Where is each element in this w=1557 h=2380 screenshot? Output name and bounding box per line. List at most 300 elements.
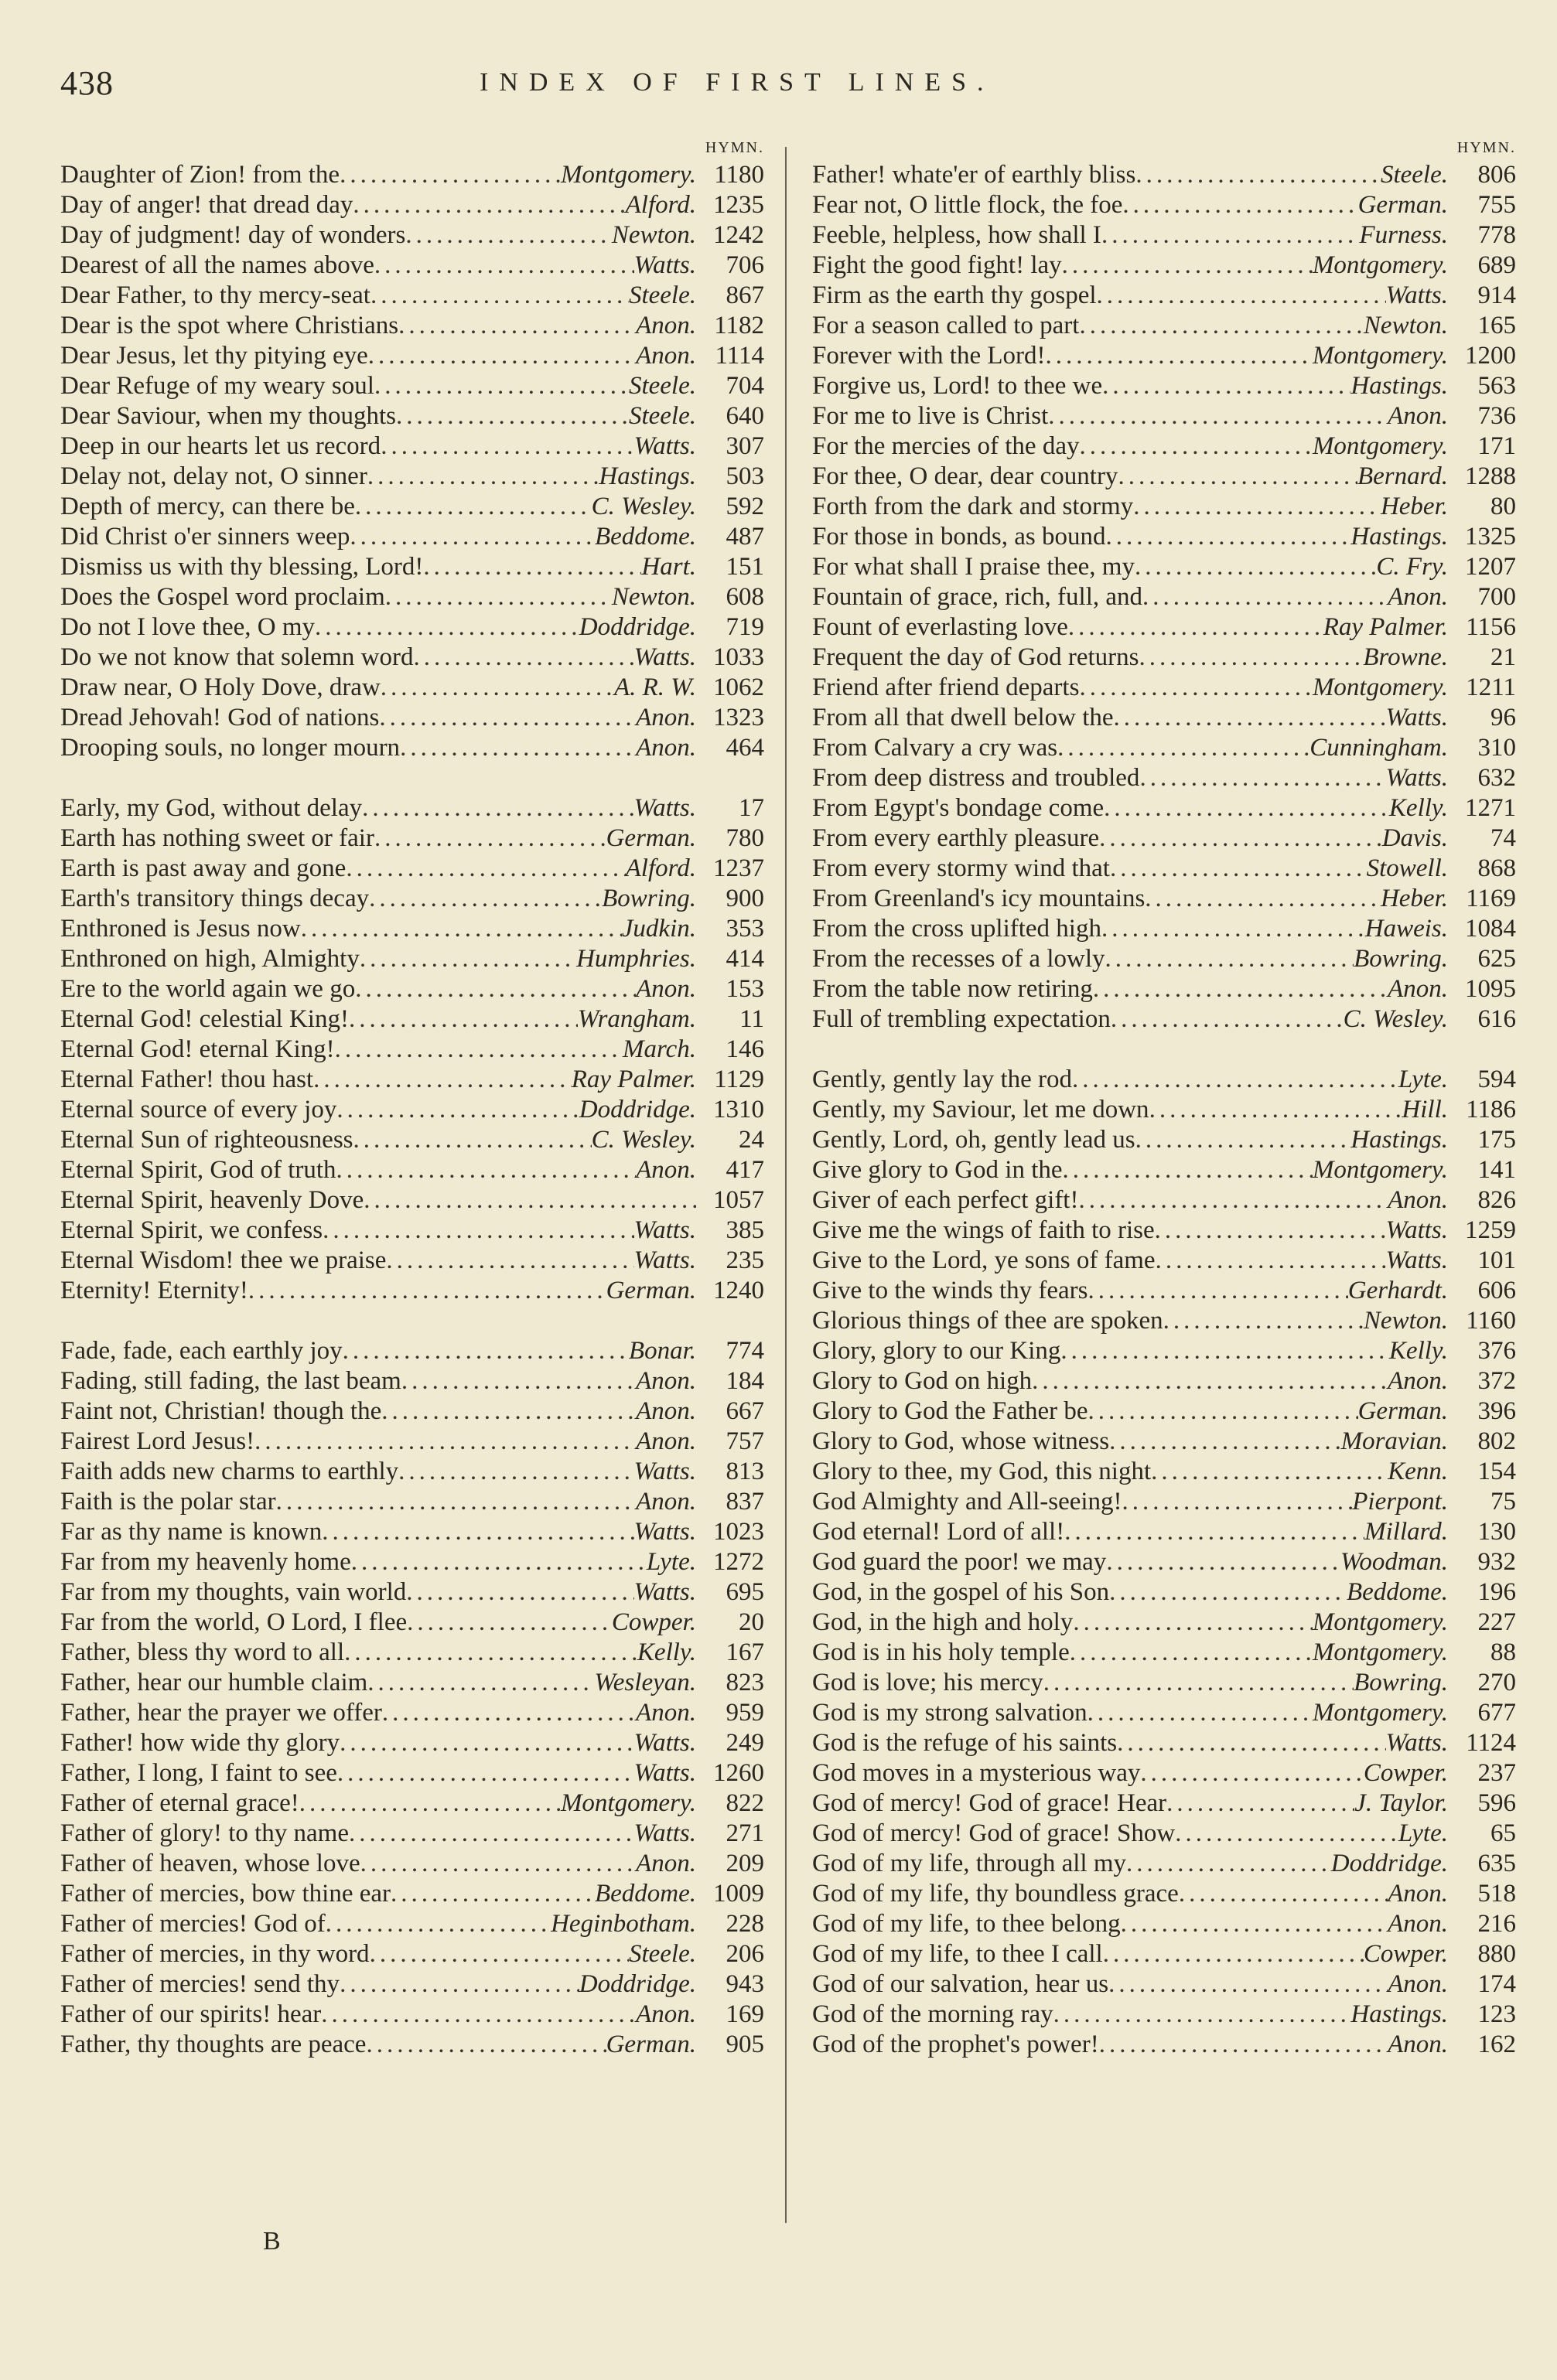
index-entry xyxy=(812,462,1516,492)
dot-leader xyxy=(367,462,599,492)
first-line-text: God Almighty and All-seeing! xyxy=(812,1488,1122,1516)
dot-leader xyxy=(367,1668,594,1698)
hymn-number: 88 xyxy=(1490,1638,1516,1666)
first-line-text: Enthroned on high, Almighty xyxy=(60,945,360,973)
index-entry xyxy=(60,733,764,763)
hymn-number: 700 xyxy=(1477,583,1516,611)
dot-leader xyxy=(344,1638,637,1668)
dot-leader xyxy=(1142,582,1388,612)
first-line-text: For what shall I praise thee, my xyxy=(812,553,1135,581)
left-entries xyxy=(60,160,764,2060)
index-entry xyxy=(60,1788,764,1819)
author-name: Doddridge. xyxy=(1330,1850,1448,1877)
author-name: Newton. xyxy=(611,221,696,249)
first-line-text: Give to the Lord, ye sons of fame xyxy=(812,1246,1156,1274)
first-line-text: Gently, Lord, oh, gently lead us xyxy=(812,1126,1135,1154)
index-entry xyxy=(812,1788,1516,1819)
index-entry xyxy=(812,1336,1516,1366)
author-name: Watts. xyxy=(1385,764,1448,792)
index-entry xyxy=(812,251,1516,281)
first-line-text: Glory to God the Father be xyxy=(812,1397,1088,1425)
first-line-text: Eternal Spirit, God of truth xyxy=(60,1156,336,1184)
first-line-text: Full of trembling expectation xyxy=(812,1005,1111,1033)
author-name: Newton. xyxy=(1363,312,1448,339)
index-entry xyxy=(812,673,1516,703)
index-entry xyxy=(60,1728,764,1758)
first-line-text: From every earthly pleasure xyxy=(812,824,1100,852)
first-line-text: Forth from the dark and stormy xyxy=(812,493,1134,520)
hymn-number: 774 xyxy=(726,1337,764,1365)
author-name: Newton. xyxy=(1363,1307,1448,1335)
author-name: Watts. xyxy=(633,1216,696,1244)
author-name: A. R. W. xyxy=(613,673,696,701)
index-entry xyxy=(60,431,764,462)
author-name: Doddridge. xyxy=(579,1096,696,1124)
index-entry xyxy=(812,1095,1516,1125)
index-entry xyxy=(60,1638,764,1668)
first-line-text: Far as thy name is known xyxy=(60,1518,323,1546)
author-name: Lyte. xyxy=(646,1548,696,1576)
dot-leader xyxy=(396,401,629,431)
hymn-number: 1288 xyxy=(1465,462,1516,490)
hymn-number: 719 xyxy=(726,613,764,641)
first-line-text: Frequent the day of God returns xyxy=(812,643,1139,671)
dot-leader xyxy=(1126,1849,1331,1879)
dot-leader xyxy=(1046,341,1313,371)
index-entry xyxy=(60,854,764,884)
hymn-number: 813 xyxy=(726,1458,764,1485)
first-line-text: Does the Gospel word proclaim xyxy=(60,583,385,611)
dot-leader xyxy=(337,1758,634,1788)
index-entry xyxy=(60,1517,764,1547)
hymn-number: 1169 xyxy=(1466,885,1516,912)
author-name: Hastings. xyxy=(1350,523,1448,551)
author-name: Montgomery. xyxy=(560,161,696,189)
first-line-text: Eternal Spirit, heavenly Dove xyxy=(60,1186,364,1214)
dot-leader xyxy=(366,2030,606,2060)
dot-leader xyxy=(1099,823,1382,854)
index-entry xyxy=(812,1939,1516,1969)
index-entry xyxy=(812,884,1516,914)
author-name: C. Wesley. xyxy=(591,493,696,520)
index-entry xyxy=(60,2000,764,2030)
dot-leader xyxy=(1175,1819,1398,1849)
author-name: Cowper. xyxy=(1363,1940,1448,1968)
author-name: Bowring. xyxy=(1354,1669,1448,1696)
hymn-number: 1084 xyxy=(1465,915,1516,943)
author-name: Watts. xyxy=(1385,281,1448,309)
first-line-text: God of mercy! God of grace! Hear xyxy=(812,1789,1167,1817)
hymn-number: 503 xyxy=(726,462,764,490)
hymn-number: 905 xyxy=(726,2031,764,2058)
dot-leader xyxy=(374,251,634,281)
author-name: Hill. xyxy=(1402,1096,1448,1124)
hymn-number: 270 xyxy=(1477,1669,1516,1696)
first-line-text: Delay not, delay not, O sinner xyxy=(60,462,367,490)
first-line-text: Father, thy thoughts are peace xyxy=(60,2031,367,2058)
hymn-number: 1095 xyxy=(1465,975,1516,1003)
author-name: Steele. xyxy=(628,372,696,400)
hymn-number: 237 xyxy=(1477,1759,1516,1787)
author-name: Anon. xyxy=(1388,1367,1448,1395)
dot-leader xyxy=(1032,1366,1388,1396)
first-line-text: Fight the good fight! lay xyxy=(812,251,1062,279)
hymn-number: 1200 xyxy=(1465,342,1516,370)
hymn-number: 900 xyxy=(726,885,764,912)
dot-leader xyxy=(340,160,561,190)
dot-leader xyxy=(413,643,633,673)
first-line-text: Father of eternal grace! xyxy=(60,1789,299,1817)
index-entry xyxy=(812,582,1516,612)
dot-leader xyxy=(400,733,636,763)
index-entry xyxy=(812,1547,1516,1577)
first-line-text: Glory to God on high xyxy=(812,1367,1033,1395)
hymn-number: 24 xyxy=(739,1126,764,1154)
hymn-number: 736 xyxy=(1477,402,1516,430)
dot-leader xyxy=(351,1547,647,1577)
index-entry xyxy=(60,1909,764,1939)
dot-leader xyxy=(340,1969,579,2000)
first-line-text: Eternal source of every joy xyxy=(60,1096,337,1124)
author-name: Watts. xyxy=(1385,1729,1448,1757)
first-line-text: Do we not know that solemn word xyxy=(60,643,414,671)
author-name: Wesleyan. xyxy=(594,1669,696,1696)
author-name: Cowper. xyxy=(1363,1759,1448,1787)
hymn-number: 1323 xyxy=(713,704,764,731)
first-line-text: Father of heaven, whose love xyxy=(60,1850,360,1877)
first-line-text: Fading, still fading, the last beam xyxy=(60,1367,401,1395)
dot-leader xyxy=(1151,1457,1388,1487)
dot-leader xyxy=(423,552,641,582)
dot-leader xyxy=(1048,401,1388,431)
dot-leader xyxy=(369,884,602,914)
index-entry xyxy=(60,1155,764,1185)
hymn-number: 689 xyxy=(1477,251,1516,279)
index-entry xyxy=(812,733,1516,763)
index-entry xyxy=(60,341,764,371)
section-gap xyxy=(60,763,764,793)
first-line-text: Give to the winds thy fears xyxy=(812,1277,1088,1304)
index-entry xyxy=(812,311,1516,341)
index-entry xyxy=(812,1487,1516,1517)
author-name: Wrangham. xyxy=(577,1005,696,1033)
first-line-text: From all that dwell below the xyxy=(812,704,1114,731)
author-name: Hastings. xyxy=(1350,2000,1448,2028)
hymn-number: 755 xyxy=(1477,191,1516,219)
first-line-text: God is my strong salvation xyxy=(812,1699,1088,1727)
index-entry xyxy=(812,281,1516,311)
dot-leader xyxy=(349,1004,578,1035)
first-line-text: Dear Father, to thy mercy-seat xyxy=(60,281,370,309)
dot-leader xyxy=(335,1035,623,1065)
author-name: Bowring. xyxy=(1354,945,1448,973)
author-name: Anon. xyxy=(636,1427,696,1455)
hymn-number: 802 xyxy=(1477,1427,1516,1455)
index-entry xyxy=(60,371,764,401)
hymn-number: 235 xyxy=(726,1246,764,1274)
dot-leader xyxy=(1166,1788,1354,1819)
author-name: Anon. xyxy=(1388,402,1448,430)
author-name: Montgomery. xyxy=(1312,1156,1448,1184)
author-name: Doddridge. xyxy=(579,613,696,641)
index-entry xyxy=(812,1758,1516,1788)
author-name: Anon. xyxy=(636,312,696,339)
right-column xyxy=(812,135,1516,2060)
author-name: Anon. xyxy=(636,1488,696,1516)
dot-leader xyxy=(1163,1306,1364,1336)
hymn-number: 1129 xyxy=(714,1066,764,1093)
dot-leader xyxy=(1121,1909,1388,1939)
hymn-number: 592 xyxy=(726,493,764,520)
index-entry xyxy=(812,492,1516,522)
first-line-text: From Calvary a cry was xyxy=(812,734,1058,762)
hymn-number: 167 xyxy=(726,1638,764,1666)
signature-mark: B xyxy=(263,2227,281,2256)
first-line-text: Far from my heavenly home xyxy=(60,1548,351,1576)
index-entry xyxy=(812,1608,1516,1638)
dot-leader xyxy=(315,612,579,643)
hymn-number: 196 xyxy=(1477,1578,1516,1606)
hymn-number: 376 xyxy=(1477,1337,1516,1365)
author-name: German. xyxy=(1357,1397,1448,1425)
author-name: Watts. xyxy=(633,643,696,671)
hymn-number: 606 xyxy=(1477,1277,1516,1304)
index-entry xyxy=(60,884,764,914)
author-name: Gerhardt. xyxy=(1347,1277,1448,1304)
author-name: Kelly. xyxy=(637,1638,696,1666)
author-name: Bernard. xyxy=(1357,462,1448,490)
index-entry xyxy=(60,401,764,431)
index-entry xyxy=(812,643,1516,673)
index-entry xyxy=(60,1487,764,1517)
dot-leader xyxy=(1139,643,1363,673)
dot-leader xyxy=(1079,431,1312,462)
hymn-number: 826 xyxy=(1477,1186,1516,1214)
index-entry xyxy=(60,1698,764,1728)
author-name: Watts. xyxy=(1385,1246,1448,1274)
dot-leader xyxy=(1062,251,1313,281)
dot-leader xyxy=(1099,2030,1388,2060)
dot-leader xyxy=(405,220,612,251)
author-name: Watts. xyxy=(633,432,696,460)
dot-leader xyxy=(1101,220,1359,251)
hymn-number: 417 xyxy=(726,1156,764,1184)
index-entry xyxy=(60,1849,764,1879)
dot-leader xyxy=(360,1849,636,1879)
author-name: Kelly. xyxy=(1388,794,1448,822)
dot-leader xyxy=(1063,1155,1313,1185)
index-entry xyxy=(60,1065,764,1095)
index-entry xyxy=(60,1216,764,1246)
dot-leader xyxy=(1135,1125,1351,1155)
first-line-text: God of my life, through all my xyxy=(812,1850,1127,1877)
dot-leader xyxy=(1053,2000,1351,2030)
hymn-number: 780 xyxy=(726,824,764,852)
hymn-number: 635 xyxy=(1477,1850,1516,1877)
author-name: Montgomery. xyxy=(1312,1608,1448,1636)
author-name: Anon. xyxy=(1388,583,1448,611)
author-name: Anon. xyxy=(636,1850,696,1877)
index-entry xyxy=(60,251,764,281)
hymn-number: 96 xyxy=(1490,704,1516,731)
index-entry xyxy=(812,703,1516,733)
first-line-text: From Egypt's bondage come xyxy=(812,794,1105,822)
dot-leader xyxy=(1110,854,1367,884)
hymn-number: 1156 xyxy=(1466,613,1516,641)
hymn-number: 21 xyxy=(1490,643,1516,671)
author-name: Steele. xyxy=(628,281,696,309)
index-entry xyxy=(812,1276,1516,1306)
dot-leader xyxy=(346,854,625,884)
dot-leader xyxy=(321,2000,636,2030)
first-line-text: Eternity! Eternity! xyxy=(60,1277,248,1304)
dot-leader xyxy=(407,1608,612,1638)
hymn-number: 823 xyxy=(726,1669,764,1696)
index-entry xyxy=(60,703,764,733)
author-name: Ray Palmer. xyxy=(1323,613,1448,641)
index-entry xyxy=(812,974,1516,1004)
hymn-number: 80 xyxy=(1490,493,1516,520)
first-line-text: Far from my thoughts, vain world xyxy=(60,1578,407,1606)
first-line-text: Father of mercies, in thy word xyxy=(60,1940,370,1968)
dot-leader xyxy=(1088,1698,1313,1728)
dot-leader xyxy=(1135,552,1376,582)
dot-leader xyxy=(1179,1879,1388,1909)
author-name: Montgomery. xyxy=(1312,432,1448,460)
index-entry xyxy=(60,1969,764,2000)
first-line-text: Dear Refuge of my weary soul xyxy=(60,372,374,400)
dot-leader xyxy=(382,1698,636,1728)
index-entry xyxy=(60,1246,764,1276)
first-line-text: Eternal God! celestial King! xyxy=(60,1005,349,1033)
hymn-number: 165 xyxy=(1477,312,1516,339)
first-line-text: Fount of everlasting love xyxy=(812,613,1068,641)
first-line-text: Forever with the Lord! xyxy=(812,342,1046,370)
first-line-text: God is love; his mercy xyxy=(812,1669,1043,1696)
author-name: Anon. xyxy=(636,1397,696,1425)
first-line-text: Early, my God, without delay xyxy=(60,794,363,822)
index-entry xyxy=(812,371,1516,401)
hymn-number: 563 xyxy=(1477,372,1516,400)
dot-leader xyxy=(343,1336,629,1366)
hymn-number: 932 xyxy=(1477,1548,1516,1576)
author-name: Ray Palmer. xyxy=(571,1066,696,1093)
dot-leader xyxy=(248,1276,606,1306)
index-entry xyxy=(812,1125,1516,1155)
first-line-text: Dread Jehovah! God of nations xyxy=(60,704,380,731)
first-line-text: Father of mercies, bow thine ear xyxy=(60,1880,391,1908)
dot-leader xyxy=(1104,793,1389,823)
first-line-text: God, in the gospel of his Son xyxy=(812,1578,1110,1606)
hymn-number: 414 xyxy=(726,945,764,973)
first-line-text: From every stormy wind that xyxy=(812,854,1110,882)
dot-leader xyxy=(322,1517,633,1547)
index-entry xyxy=(60,1668,764,1698)
first-line-text: Dearest of all the names above xyxy=(60,251,374,279)
dot-leader xyxy=(406,1577,633,1608)
dot-leader xyxy=(301,914,622,944)
dot-leader xyxy=(1060,1336,1389,1366)
dot-leader xyxy=(1070,1638,1313,1668)
dot-leader xyxy=(1088,1276,1348,1306)
dot-leader xyxy=(355,974,636,1004)
dot-leader xyxy=(276,1487,636,1517)
index-entry xyxy=(60,1608,764,1638)
dot-leader xyxy=(1140,1758,1364,1788)
author-name: Watts. xyxy=(633,1458,696,1485)
author-name: Moravian. xyxy=(1340,1427,1448,1455)
index-entry xyxy=(812,1306,1516,1336)
hymn-number: 640 xyxy=(726,402,764,430)
dot-leader xyxy=(391,1879,595,1909)
dot-leader xyxy=(1043,1668,1354,1698)
index-entry xyxy=(60,823,764,854)
dot-leader xyxy=(1155,1216,1386,1246)
hymn-number: 1186 xyxy=(1466,1096,1516,1124)
index-entry xyxy=(812,763,1516,793)
hymn-number: 667 xyxy=(726,1397,764,1425)
hymn-number: 625 xyxy=(1477,945,1516,973)
author-name: Anon. xyxy=(1388,1186,1448,1214)
dot-leader xyxy=(360,944,576,974)
author-name: German. xyxy=(606,2031,696,2058)
hymn-number: 914 xyxy=(1477,281,1516,309)
hymn-number: 1271 xyxy=(1465,794,1516,822)
hymn-number: 216 xyxy=(1477,1910,1516,1938)
index-entry xyxy=(812,1185,1516,1216)
first-line-text: God guard the poor! we may xyxy=(812,1548,1107,1576)
index-entry xyxy=(812,341,1516,371)
first-line-text: Father, bless thy word to all xyxy=(60,1638,345,1666)
index-entry xyxy=(60,673,764,703)
hymn-number: 396 xyxy=(1477,1397,1516,1425)
author-name: Montgomery. xyxy=(1312,1699,1448,1727)
index-entry xyxy=(812,1366,1516,1396)
hymn-number: 943 xyxy=(726,1970,764,1998)
author-name: Alford. xyxy=(625,191,696,219)
hymn-number: 385 xyxy=(726,1216,764,1244)
first-line-text: Give glory to God in the xyxy=(812,1156,1063,1184)
index-entry xyxy=(60,190,764,220)
index-entry xyxy=(812,1396,1516,1427)
author-name: Montgomery. xyxy=(1312,673,1448,701)
index-entry xyxy=(60,1185,764,1216)
dot-leader xyxy=(1156,1246,1386,1276)
author-name: Anon. xyxy=(1388,1970,1448,1998)
author-name: Kelly. xyxy=(1388,1337,1448,1365)
first-line-text: From Greenland's icy mountains xyxy=(812,885,1146,912)
index-entry xyxy=(60,1095,764,1125)
hymn-number: 1009 xyxy=(713,1880,764,1908)
author-name: Anon. xyxy=(636,704,696,731)
hymn-number: 174 xyxy=(1477,1970,1516,1998)
index-entry xyxy=(812,1246,1516,1276)
author-name: Cowper. xyxy=(611,1608,696,1636)
hymn-number: 695 xyxy=(726,1578,764,1606)
author-name: Millard. xyxy=(1364,1518,1448,1546)
author-name: Anon. xyxy=(636,975,696,1003)
first-line-text: God, in the high and holy xyxy=(812,1608,1074,1636)
hymn-number: 868 xyxy=(1477,854,1516,882)
dot-leader xyxy=(379,703,636,733)
hymn-number: 151 xyxy=(726,553,764,581)
dot-leader xyxy=(254,1427,636,1457)
index-entry xyxy=(812,1004,1516,1035)
index-entry xyxy=(60,582,764,612)
index-entry xyxy=(812,1849,1516,1879)
dot-leader xyxy=(362,793,633,823)
hymn-number: 1160 xyxy=(1466,1307,1516,1335)
